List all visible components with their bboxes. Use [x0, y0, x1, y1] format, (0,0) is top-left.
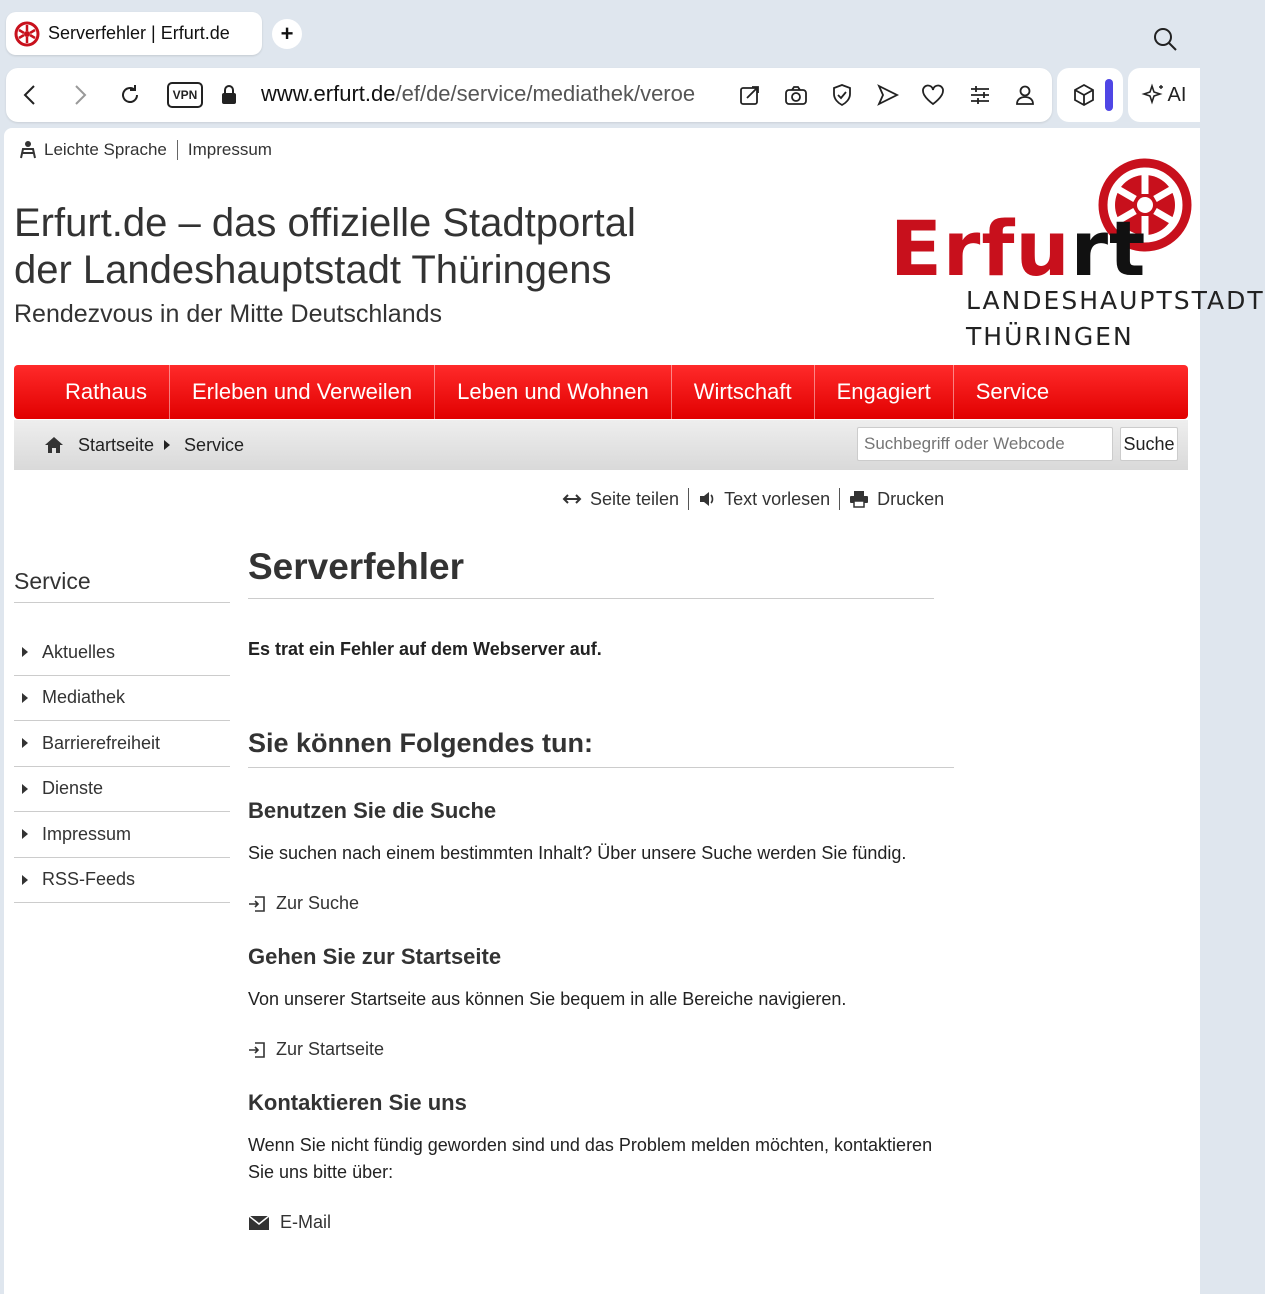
home-link[interactable]: Zur Startseite	[248, 1039, 954, 1060]
divider	[839, 488, 840, 510]
home-icon[interactable]	[44, 435, 64, 455]
main-navigation	[14, 365, 1188, 419]
ai-label: AI	[1167, 83, 1187, 106]
site-subtitle: Rendezvous in der Mitte Deutschlands	[14, 300, 443, 328]
page-tools	[562, 488, 944, 510]
mail-icon	[248, 1215, 270, 1231]
heart-icon[interactable]	[920, 82, 946, 108]
breadcrumb-home[interactable]: Startseite	[78, 434, 155, 455]
sidebar-item-aktuelles[interactable]: Aktuelles	[14, 630, 230, 676]
url-field[interactable]: www.erfurt.de/ef/de/service/mediathek/veroe	[261, 81, 696, 106]
page-title: Serverfehler	[248, 546, 934, 599]
enter-icon	[248, 1041, 266, 1059]
browser-tab-bar	[0, 0, 1200, 64]
caret-right-icon	[22, 784, 28, 794]
sidebar-title: Service	[14, 568, 91, 594]
printer-icon	[849, 490, 869, 508]
erfurt-logo[interactable]	[890, 158, 1265, 354]
share-icon	[562, 490, 582, 508]
back-icon[interactable]	[18, 82, 44, 108]
caret-right-icon	[22, 647, 28, 657]
logo-line1: LANDESHAUPTSTADT	[966, 286, 1265, 315]
lock-icon[interactable]	[216, 82, 242, 108]
breadcrumb-current[interactable]: Service	[184, 434, 245, 455]
search-button[interactable]: Suche	[1120, 427, 1178, 461]
sidebar-item-rss-feeds[interactable]: RSS-Feeds	[14, 858, 230, 904]
enter-icon	[248, 895, 266, 913]
contact-text: Wenn Sie nicht fündig geworden sind und das Problem melden möchten, kontaktieren Sie uns bitte über:	[248, 1135, 933, 1182]
home-text: Von unserer Startseite aus können Sie bequem in alle Bereiche navigieren.	[248, 989, 847, 1009]
erfurt-favicon-icon	[14, 21, 40, 47]
nav-item-service[interactable]: Service	[975, 379, 1050, 404]
top-links	[18, 140, 272, 160]
browser-tab[interactable]	[6, 12, 262, 55]
main-content	[248, 544, 954, 1233]
sparkle-icon	[1142, 83, 1166, 107]
nav-item-wirtschaft[interactable]: Wirtschaft	[672, 365, 815, 419]
sidebar-item-mediathek[interactable]: Mediathek	[14, 676, 230, 722]
divider	[688, 488, 689, 510]
caret-right-icon	[22, 829, 28, 839]
logo-line2: THÜRINGEN	[966, 322, 1134, 351]
breadcrumb	[14, 420, 1188, 470]
caret-right-icon	[22, 693, 28, 703]
sidebar-item-impressum[interactable]: Impressum	[14, 812, 230, 858]
easy-language-link[interactable]: Leichte Sprache	[44, 140, 167, 159]
search-input[interactable]	[857, 427, 1113, 461]
caret-right-icon	[22, 738, 28, 748]
email-link[interactable]: E-Mail	[248, 1212, 954, 1233]
print-tool[interactable]	[849, 489, 944, 510]
logo-wordmark: Erfurt	[890, 204, 1147, 293]
speaker-icon	[698, 490, 716, 508]
vpn-badge[interactable]: VPN	[167, 82, 203, 108]
address-bar	[6, 68, 1052, 122]
share-page-icon[interactable]	[737, 82, 763, 108]
ai-button[interactable]	[1128, 68, 1200, 122]
account-icon[interactable]	[1012, 82, 1038, 108]
send-icon[interactable]	[875, 82, 901, 108]
search-link[interactable]: Zur Suche	[248, 893, 954, 914]
home-heading: Gehen Sie zur Startseite	[248, 944, 502, 969]
sidebar-indicator[interactable]	[1105, 79, 1113, 111]
read-aloud-label: Text vorlesen	[724, 488, 831, 509]
shield-icon[interactable]	[829, 82, 855, 108]
easy-language-icon	[18, 140, 38, 160]
sidebar-item-barrierefreiheit[interactable]: Barrierefreiheit	[14, 721, 230, 767]
sidebar-menu	[14, 630, 230, 903]
chevron-right-icon	[164, 440, 170, 450]
caret-right-icon	[22, 875, 28, 885]
search-text: Sie suchen nach einem bestimmten Inhalt? Über unsere Suche werden Sie fündig.	[248, 843, 907, 863]
tab-title: Serverfehler | Erfurt.de	[48, 23, 230, 43]
web-page	[4, 128, 1265, 1294]
error-message: Es trat ein Fehler auf dem Webserver auf.	[248, 639, 602, 659]
share-label: Seite teilen	[590, 488, 680, 509]
nav-item-erleben[interactable]: Erleben und Verweilen	[170, 365, 435, 419]
forward-icon[interactable]	[66, 82, 92, 108]
print-label: Drucken	[877, 488, 945, 509]
nav-item-engagiert[interactable]: Engagiert	[815, 365, 954, 419]
contact-heading: Kontaktieren Sie uns	[248, 1090, 467, 1115]
nav-item-leben[interactable]: Leben und Wohnen	[435, 365, 672, 419]
reload-icon[interactable]	[117, 82, 143, 108]
divider	[177, 140, 178, 160]
search-heading: Benutzen Sie die Suche	[248, 798, 497, 823]
settings-sliders-icon[interactable]	[967, 82, 993, 108]
new-tab-button[interactable]: +	[272, 19, 302, 49]
search-tabs-icon[interactable]	[1150, 24, 1180, 54]
nav-item-rathaus[interactable]: Rathaus	[14, 365, 170, 419]
cube-icon[interactable]	[1071, 82, 1097, 108]
share-tool[interactable]	[562, 489, 679, 510]
imprint-link[interactable]: Impressum	[187, 140, 272, 159]
camera-icon[interactable]	[783, 82, 809, 108]
site-title: Erfurt.de – das offizielle Stadtportal der Landeshauptstadt Thüringens	[14, 201, 636, 292]
divider	[14, 602, 230, 603]
extensions-box[interactable]	[1057, 68, 1123, 122]
sidebar-item-dienste[interactable]: Dienste	[14, 767, 230, 813]
read-aloud-tool[interactable]	[698, 489, 830, 510]
options-heading: Sie können Folgendes tun:	[248, 728, 954, 768]
